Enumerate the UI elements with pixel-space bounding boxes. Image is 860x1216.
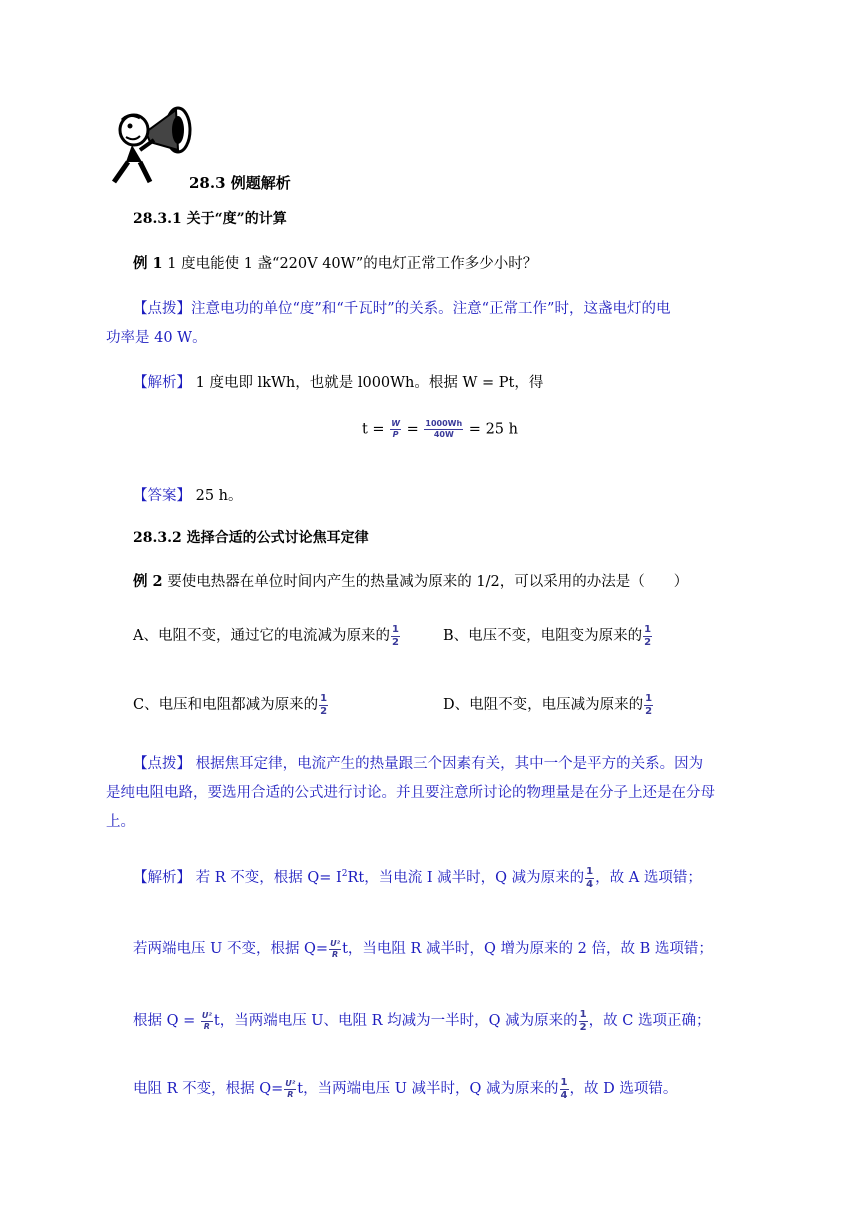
solution-line-4: 电阻 R 不变，根据 Q= $\frac{\text{U²}}{R}$ t，当两端电压 U 减半时，Q 减为原来的 $\frac{1}{4}$ ，故 D 选项错。 — [133, 1076, 678, 1101]
answer-text: 25 h。 — [191, 488, 243, 504]
subsection-title-1: 28.3.1 关于“度”的计算 — [133, 211, 287, 227]
example-1-answer — [133, 484, 243, 505]
option-d: D、电阻不变，电压减为原来的 $\frac{1}{2}$ — [443, 692, 653, 717]
formula-t: t = $\frac{W}{P}$ = $\frac{1000Wh}{40W}$ = 25 h — [362, 419, 518, 439]
fraction-u2-over-r: $\frac{\text{U²}}{R}$ — [285, 1078, 296, 1099]
example-2-hint-line3: 上。 — [106, 814, 135, 830]
fraction-one-half: $\frac{1}{2}$ — [320, 692, 328, 717]
example-2-question — [133, 570, 688, 591]
solution-line-1: 【解析】 若 R 不变，根据 $Q= I^2Rt$，当电流 I 减半时，Q 减为原来的 $\frac{1}{4}$ ，故 A 选项错； — [133, 865, 702, 890]
solution-text: 1 度电即 lkWh，也就是 l000Wh。根据 W = Pt，得 — [191, 375, 544, 391]
fraction-u2-over-r: $\frac{\text{U²}}{R}$ — [201, 1010, 212, 1031]
fraction-u2-over-r: $\frac{\text{U²}}{R}$ — [330, 938, 341, 959]
section-title: 28.3 例题解析 — [189, 174, 291, 192]
solution-label: 【解析】 — [133, 870, 191, 886]
fraction-one-half: $\frac{1}{2}$ — [391, 623, 399, 648]
fraction-one-quarter: $\frac{1}{4}$ — [586, 865, 594, 890]
hint-label: 【点拨】 — [133, 301, 191, 317]
example-1-hint-line1 — [133, 297, 670, 318]
example-label: 例 2 — [133, 573, 163, 590]
option-a: A、电阻不变，通过它的电流减为原来的 $\frac{1}{2}$ — [133, 623, 399, 648]
example-label: 例 1 — [133, 255, 163, 272]
fraction-one-half: $\frac{1}{2}$ — [644, 623, 652, 648]
megaphone-cartoon-icon — [106, 100, 192, 186]
solution-line-3: 根据 Q = $\frac{\text{U²}}{R}$ t，当两端电压 U、电阻 R 均减为一半时，Q 减为原来的 $\frac{1}{2}$ ，故 C 选项正确； — [133, 1008, 711, 1033]
question-text: 要使电热器在单位时间内产生的热量减为原来的 1/2，可以采用的办法是（ ） — [162, 574, 689, 590]
subsection-title-2: 28.3.2 选择合适的公式讨论焦耳定律 — [133, 530, 369, 546]
example-1-solution — [133, 371, 543, 392]
option-b: B、电压不变，电阻变为原来的 $\frac{1}{2}$ — [443, 623, 652, 648]
solution-line-2: 若两端电压 U 不变，根据 Q= $\frac{\text{U²}}{R}$ t，当电阻 R 减半时，Q 增为原来的 2 倍，故 B 选项错； — [133, 938, 713, 959]
hint-label: 【点拨】 — [133, 756, 191, 772]
fraction-one-quarter: $\frac{1}{4}$ — [560, 1076, 568, 1101]
fraction-w-over-p: $\frac{W}{P}$ — [391, 419, 401, 439]
fraction-one-half: $\frac{1}{2}$ — [579, 1008, 587, 1033]
solution-label: 【解析】 — [133, 375, 191, 391]
answer-label: 【答案】 — [133, 488, 191, 504]
fraction-one-half: $\frac{1}{2}$ — [645, 692, 653, 717]
hint-text: 注意电功的单位“度”和“千瓦时”的关系。注意“正常工作”时，这盏电灯的电 — [191, 301, 671, 317]
example-2-hint-line2: 是纯电阻电路，要选用合适的公式进行讨论。并且要注意所讨论的物理量是在分子上还是在分母 — [106, 785, 715, 801]
fraction-1000wh-over-40w: $\frac{1000Wh}{40W}$ — [425, 419, 463, 439]
example-1-hint-line2: 功率是 40 W。 — [106, 330, 207, 346]
option-c: C、电压和电阻都减为原来的 $\frac{1}{2}$ — [133, 692, 328, 717]
example-2-hint-line1 — [133, 752, 703, 773]
hint-text: 根据焦耳定律，电流产生的热量跟三个因素有关，其中一个是平方的关系。因为 — [191, 756, 704, 772]
question-text: 1 度电能使 1 盏“220V 40W”的电灯正常工作多少小时？ — [162, 256, 538, 272]
example-1-question — [133, 252, 537, 273]
